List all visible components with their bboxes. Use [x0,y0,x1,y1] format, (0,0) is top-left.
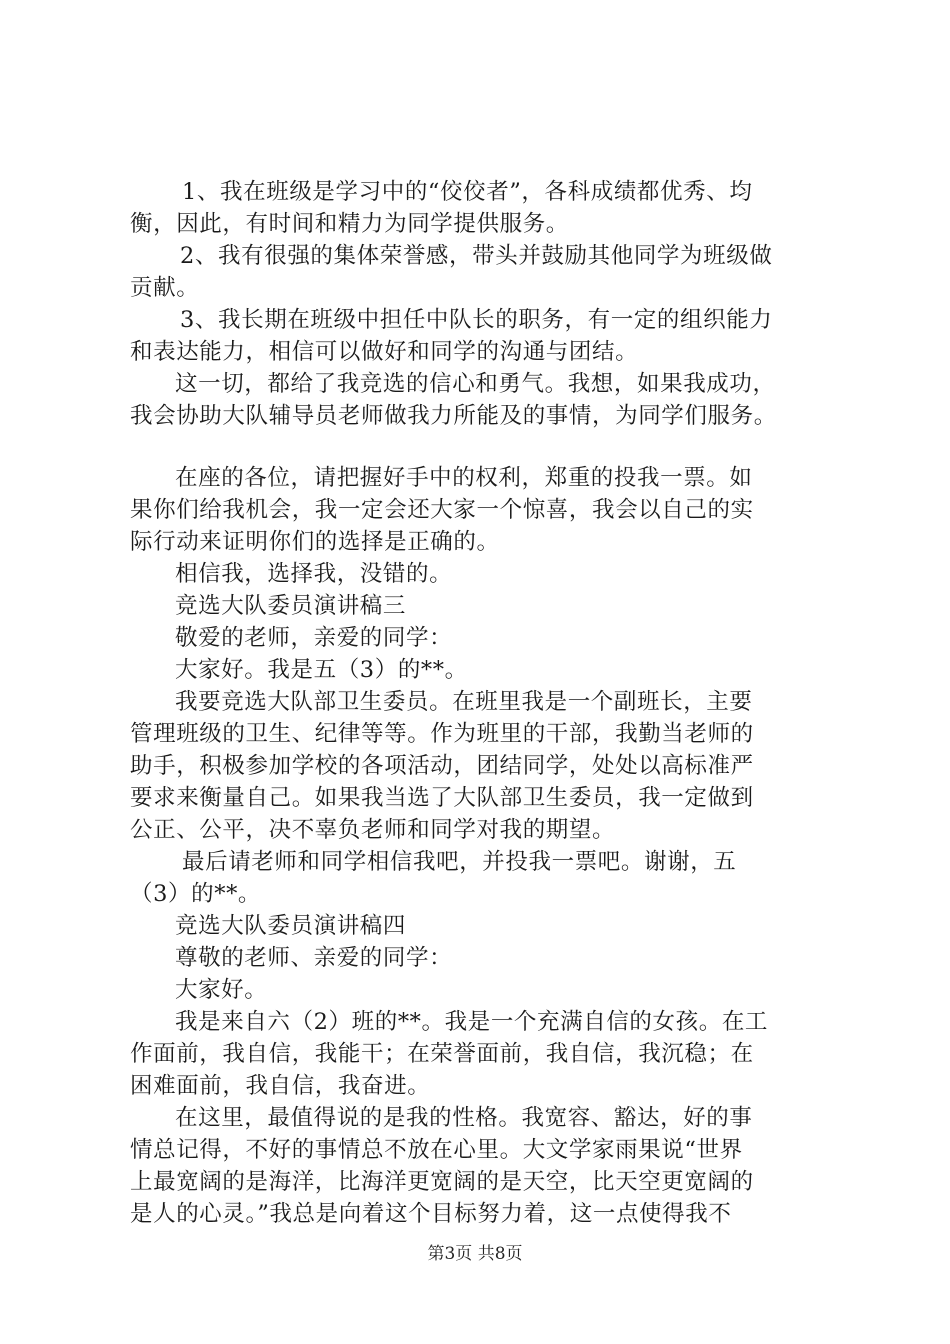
paragraph-line: 我要竞选大队部卫生委员。在班里我是一个副班长，主要 [175,689,753,715]
paragraph-line: 3、我长期在班级中担任中队长的职务，有一定的组织能力 [180,307,773,333]
paragraph-line: 果你们给我机会，我一定会还大家一个惊喜，我会以自己的实 [130,497,754,523]
section-heading: 竞选大队委员演讲稿四 [175,913,407,939]
page-number-footer: 第3页 共8页 [427,1244,523,1264]
paragraph-line: 上最宽阔的是海洋，比海洋更宽阔的是天空，比天空更宽阔的 [130,1169,754,1195]
paragraph-line: 和表达能力，相信可以做好和同学的沟通与团结。 [130,339,639,365]
paragraph-line: 2、我有很强的集体荣誉感，带头并鼓励其他同学为班级做 [180,243,773,269]
paragraph-line: 情总记得，不好的事情总不放在心里。大文学家雨果说“世界 [130,1137,743,1163]
paragraph-line: 衡，因此，有时间和精力为同学提供服务。 [130,211,569,237]
paragraph-line: 1、我在班级是学习中的“佼佼者”，各科成绩都优秀、均 [182,179,753,205]
greeting: 大家好。 [175,977,268,1003]
paragraph-line: 贡献。 [130,275,200,301]
paragraph-line: 要求来衡量自己。如果我当选了大队部卫生委员，我一定做到 [130,785,754,811]
section-heading: 竞选大队委员演讲稿三 [175,593,407,619]
paragraph-line: 助手，积极参加学校的各项活动，团结同学，处处以高标准严 [130,753,754,779]
paragraph-line: 这一切，都给了我竞选的信心和勇气。我想，如果我成功， [175,371,776,397]
salutation: 敬爱的老师，亲爱的同学： [175,625,453,651]
paragraph-line: （3）的**。 [130,881,262,907]
paragraph-line: 我会协助大队辅导员老师做我力所能及的事情，为同学们服务。 [130,403,777,429]
paragraph-gap [130,432,842,462]
paragraph-line: 作面前，我自信，我能干；在荣誉面前，我自信，我沉稳；在 [130,1041,754,1067]
paragraph-line: 我是来自六（2）班的**。我是一个充满自信的女孩。在工 [175,1009,769,1035]
paragraph-line: 是人的心灵。”我总是向着这个目标努力着，这一点使得我不 [130,1201,732,1227]
paragraph-line: 相信我，选择我，没错的。 [175,561,453,587]
paragraph-line: 在这里，最值得说的是我的性格。我宽容、豁达，好的事 [175,1105,753,1131]
paragraph-line: 在座的各位，请把握好手中的权利，郑重的投我一票。如 [175,465,753,491]
paragraph-line: 公正、公平，决不辜负老师和同学对我的期望。 [130,817,616,843]
paragraph-line: 际行动来证明你们的选择是正确的。 [130,529,500,555]
paragraph-line: 困难面前，我自信，我奋进。 [130,1073,431,1099]
salutation: 尊敬的老师、亲爱的同学： [175,945,453,971]
greeting: 大家好。我是五（3）的**。 [175,657,468,683]
document-body [130,176,842,1230]
paragraph-line: 最后请老师和同学相信我吧，并投我一票吧。谢谢，五 [182,849,737,875]
paragraph-line: 管理班级的卫生、纪律等等。作为班里的干部，我勤当老师的 [130,721,754,747]
